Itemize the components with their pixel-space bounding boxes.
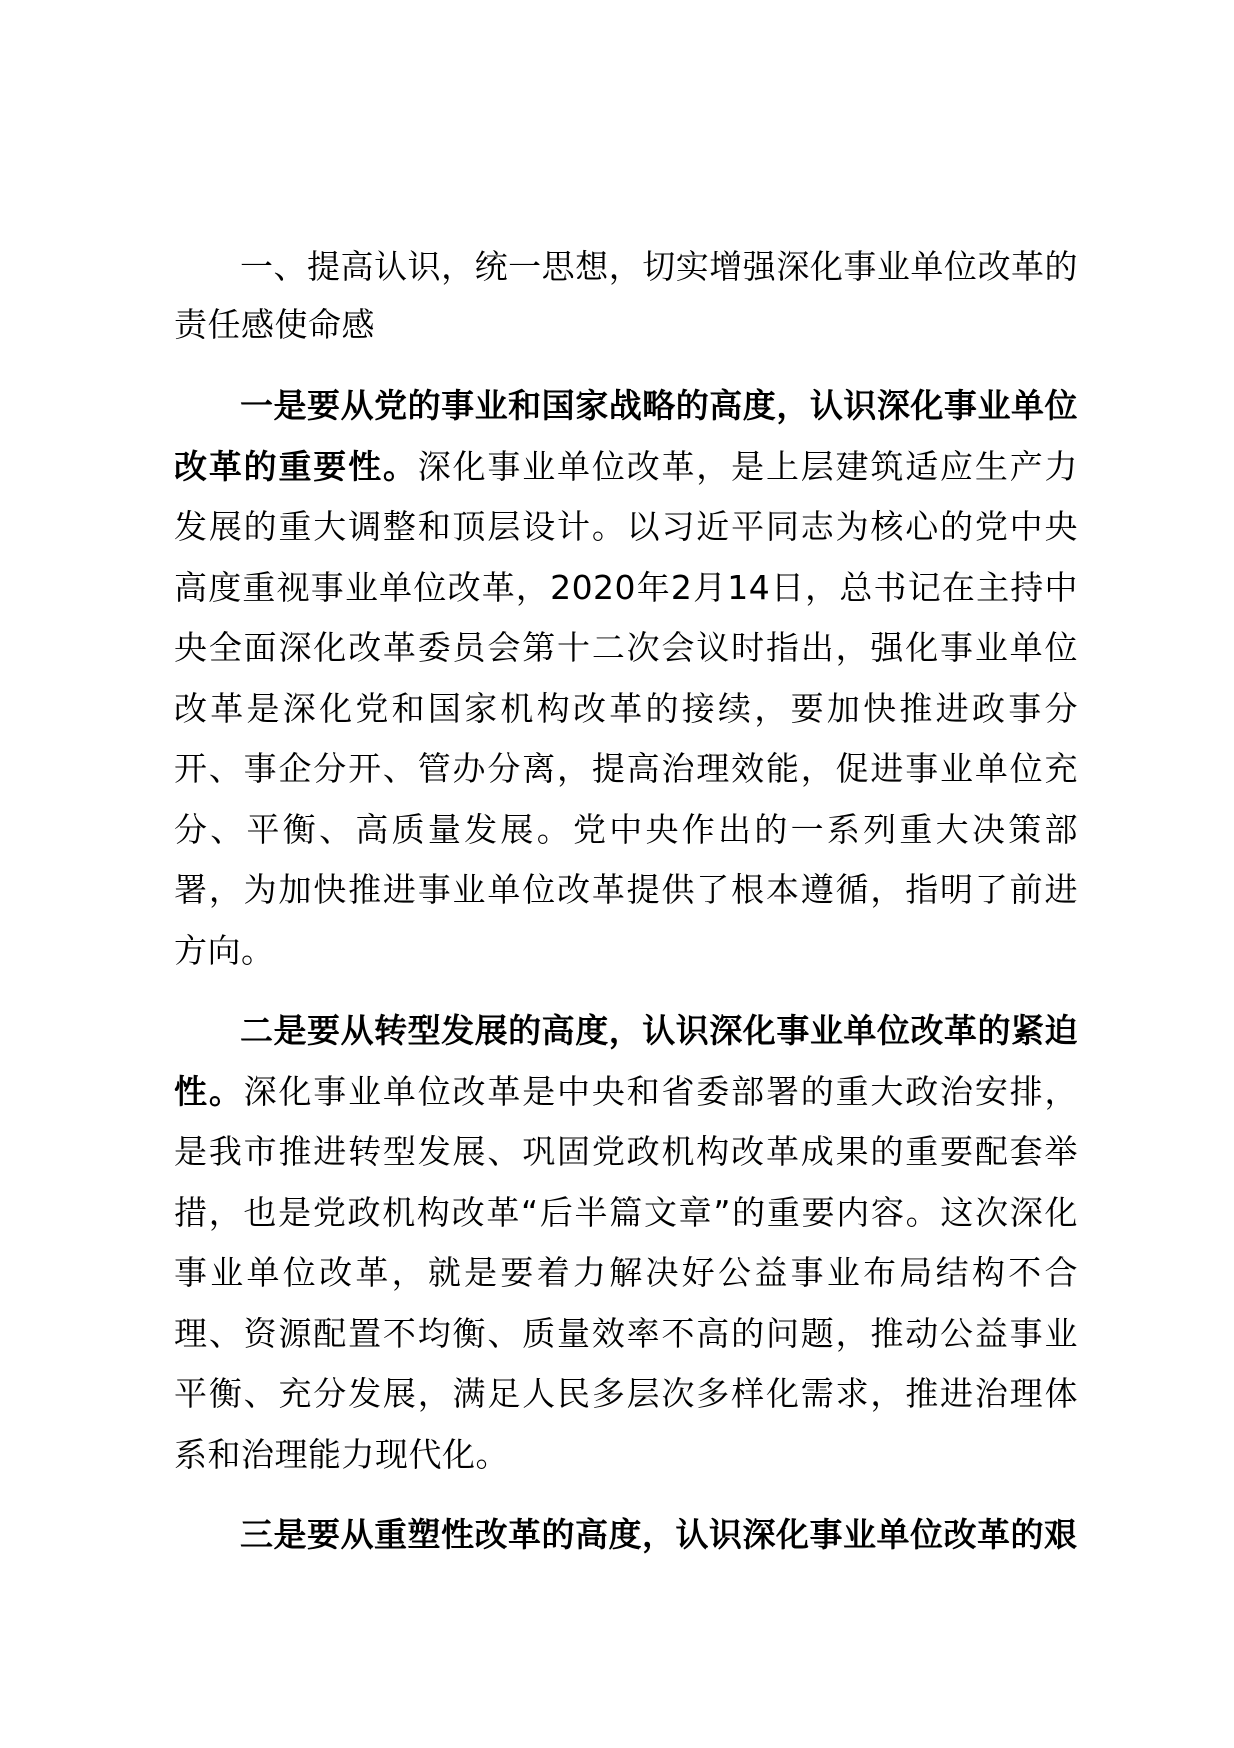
paragraph-3	[174, 1505, 1078, 1566]
paragraph-1-lead: 一是要从党的事业和国家战略的高度，认识深化事业单位改革的重要性。	[174, 386, 1078, 486]
paragraph-3-lead: 三是要从重塑性改革的高度，认识深化事业单位改革的艰	[240, 1515, 1078, 1554]
paragraph-1-body: 深化事业单位改革，是上层建筑适应生产力发展的重大调整和顶层设计。以习近平同志为核心的党中央高度重视事业单位改革，2020年2月14日，总书记在主持中央全面深化改革委员会第十二次会议时指出，强化事业单位改革是深化党和国家机构改革的接续，要加快推进政事分开、事企分开、管办分离，提高治理效能，促进事业单位充分、平衡、高质量发展。党中央作出的一系列重大决策部署，为加快推进事业单位改革提供了根本遵循，指明了前进方向。	[174, 446, 1079, 970]
document-body	[174, 238, 1078, 1566]
section-heading: 一、提高认识，统一思想，切实增强深化事业单位改革的责任感使命感	[174, 247, 1078, 344]
paragraph-2	[174, 1001, 1078, 1485]
paragraph-2-body: 深化事业单位改革是中央和省委部署的重大政治安排，是我市推进转型发展、巩固党政机构改革成果的重要配套举措，也是党政机构改革“后半篇文章”的重要内容。这次深化事业单位改革，就是要着力解决好公益事业布局结构不合理、资源配置不均衡、质量效率不高的问题，推动公益事业平衡、充分发展，满足人民多层次多样化需求，推进治理体系和治理能力现代化。	[174, 1071, 1079, 1474]
paragraph-1	[174, 376, 1078, 981]
paragraph-2-lead: 二是要从转型发展的高度，认识深化事业单位改革的紧迫性。	[174, 1011, 1078, 1111]
